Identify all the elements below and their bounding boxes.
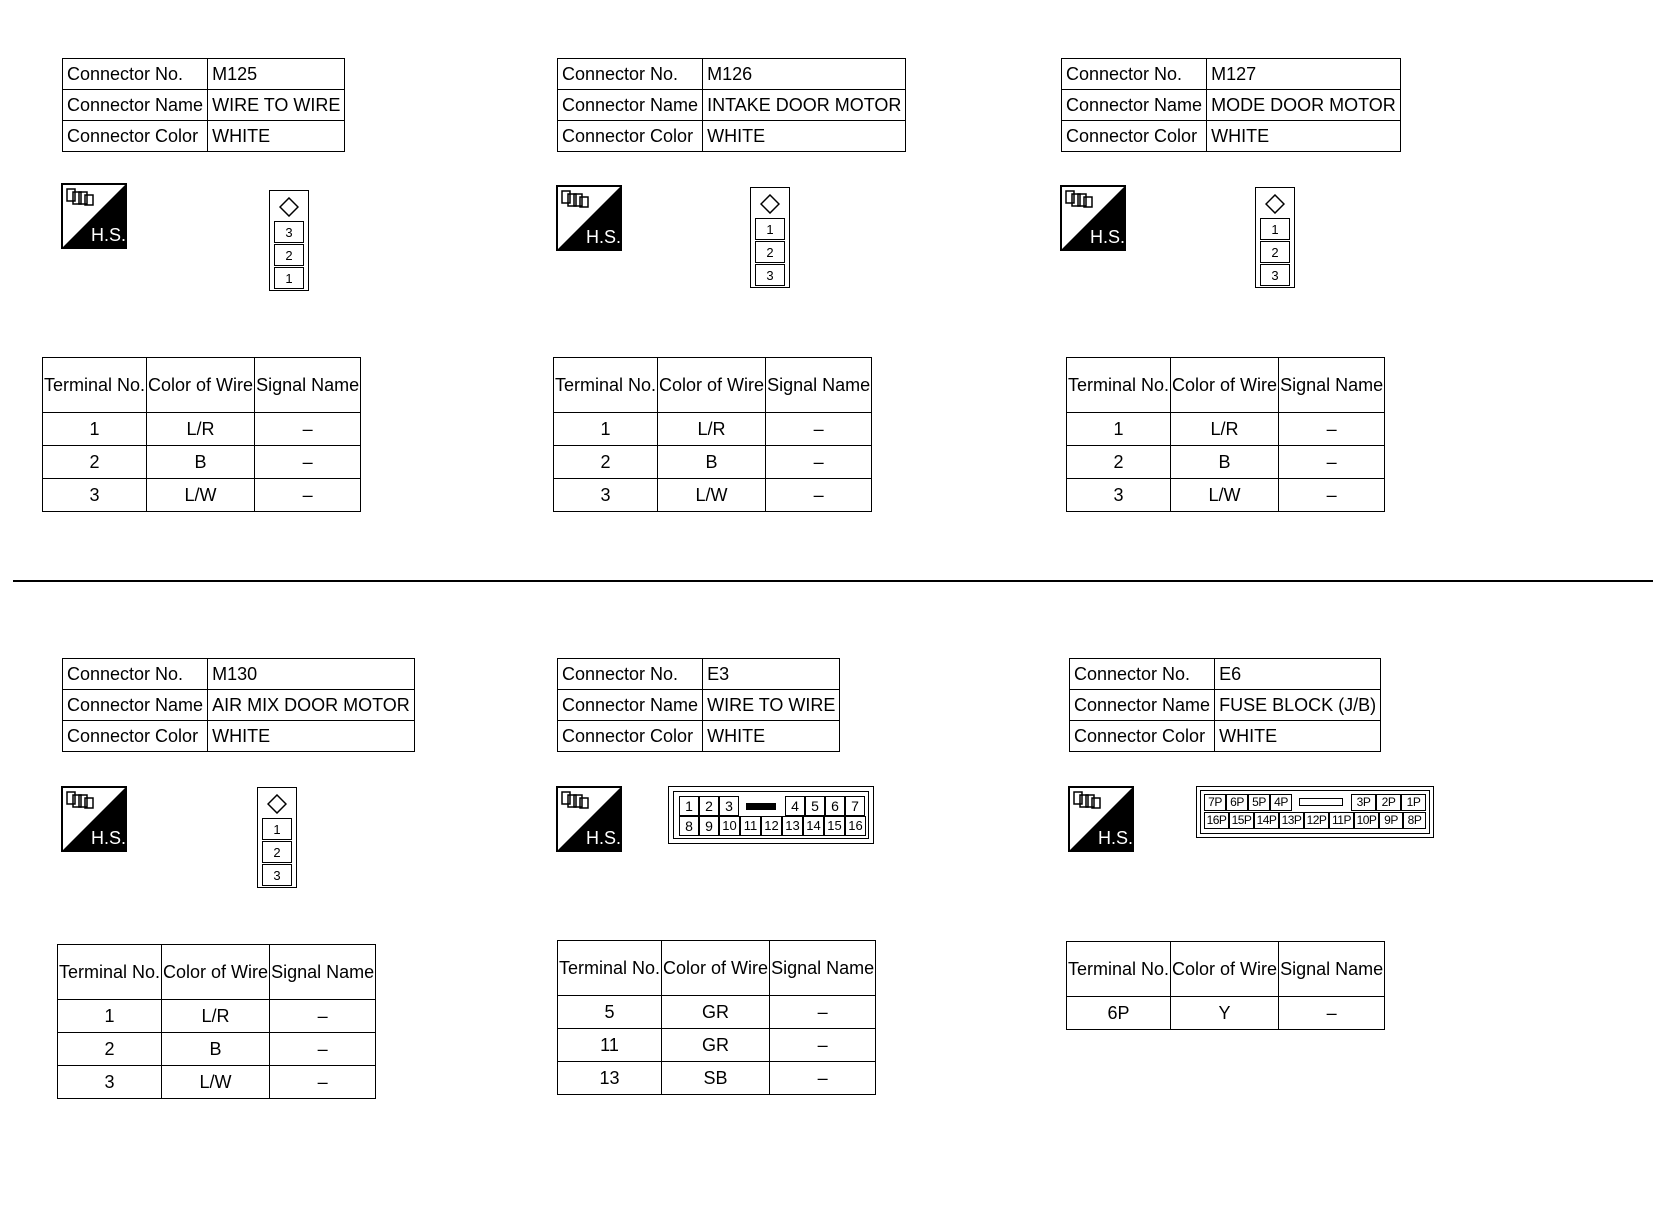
terminal-no: 5 [558, 996, 662, 1029]
signal-name: – [270, 1033, 376, 1066]
connector-color-label: Connector Color [558, 121, 703, 152]
cavity: 2 [1260, 241, 1290, 263]
connector-no-label: Connector No. [558, 659, 703, 690]
connector-color-label: Connector Color [1070, 721, 1215, 752]
terminal-no: 2 [43, 446, 147, 479]
wire-color: B [147, 446, 255, 479]
wire-color: GR [662, 1029, 770, 1062]
connector-face [1255, 187, 1295, 288]
connector-face [269, 190, 309, 291]
cavity: 8P [1403, 812, 1426, 829]
connector-info-table [62, 658, 415, 752]
cavity: 10P [1354, 812, 1379, 829]
signal-name: – [766, 479, 872, 512]
wire-color: B [658, 446, 766, 479]
signal-name-header: Signal Name [1279, 942, 1385, 997]
connector-name-label: Connector Name [558, 90, 703, 121]
connector-no-value: M126 [703, 59, 906, 90]
harness-side-icon [556, 185, 622, 251]
connector-no-label: Connector No. [1062, 59, 1207, 90]
table-row [558, 1062, 876, 1095]
hs-label: H.S. [91, 225, 127, 245]
connector-no-label: Connector No. [1070, 659, 1215, 690]
connector-no-value: M130 [208, 659, 415, 690]
hs-label: H.S. [1098, 828, 1134, 848]
connector-info-table [62, 58, 345, 152]
connector-face-inner [1200, 790, 1430, 834]
signal-name: – [766, 446, 872, 479]
terminal-no: 1 [43, 413, 147, 446]
signal-name: – [255, 479, 361, 512]
cavity: 16 [845, 816, 866, 836]
terminal-no: 3 [1067, 479, 1171, 512]
connector-no-value: M127 [1207, 59, 1401, 90]
cavity: 6 [825, 796, 845, 816]
connector-name-value: MODE DOOR MOTOR [1207, 90, 1401, 121]
cavity: 14 [803, 816, 824, 836]
terminal-no-header: Terminal No. [558, 941, 662, 996]
cavity: 9 [699, 816, 719, 836]
signal-name-header: Signal Name [255, 358, 361, 413]
table-row [58, 1066, 376, 1099]
table-row [554, 479, 872, 512]
terminal-no: 3 [43, 479, 147, 512]
terminal-no: 11 [558, 1029, 662, 1062]
cavity: 16P [1204, 812, 1229, 829]
lock-key-icon [274, 194, 304, 220]
hs-label: H.S. [1090, 227, 1126, 247]
signal-name: – [766, 413, 872, 446]
signal-name-header: Signal Name [766, 358, 872, 413]
wire-color: Y [1171, 997, 1279, 1030]
hs-label: H.S. [586, 227, 622, 247]
terminal-no-header: Terminal No. [1067, 358, 1171, 413]
connector-no-value: E6 [1215, 659, 1381, 690]
connector-color-label: Connector Color [558, 721, 703, 752]
signal-name: – [1279, 479, 1385, 512]
cavity: 7P [1204, 794, 1226, 811]
cavity: 10 [719, 816, 740, 836]
cavity: 11P [1329, 812, 1354, 829]
connector-color-value: WHITE [208, 721, 415, 752]
connector-color-label: Connector Color [63, 121, 208, 152]
connector-no-value: M125 [208, 59, 345, 90]
connector-color-label: Connector Color [1062, 121, 1207, 152]
signal-name: – [770, 1062, 876, 1095]
terminal-no: 3 [554, 479, 658, 512]
connector-no-label: Connector No. [63, 59, 208, 90]
signal-name: – [1279, 446, 1385, 479]
color-of-wire-header: Color of Wire [147, 358, 255, 413]
cavity: 8 [679, 816, 699, 836]
connector-face [257, 787, 297, 888]
table-row [554, 446, 872, 479]
cavity: 6P [1226, 794, 1248, 811]
table-row [554, 413, 872, 446]
connector-info-table [1069, 658, 1381, 752]
cavity: 4P [1270, 794, 1292, 811]
table-row [1067, 479, 1385, 512]
color-of-wire-header: Color of Wire [1171, 358, 1279, 413]
section-divider [13, 580, 1653, 582]
signal-name: – [1279, 997, 1385, 1030]
connector-color-value: WHITE [703, 721, 840, 752]
cavity: 12P [1304, 812, 1329, 829]
connector-no-label: Connector No. [558, 59, 703, 90]
cavity: 3 [755, 264, 785, 286]
signal-name: – [270, 1066, 376, 1099]
cavity: 1 [262, 818, 292, 840]
cavity: 2 [699, 796, 719, 816]
signal-name-header: Signal Name [270, 945, 376, 1000]
connector-name-value: INTAKE DOOR MOTOR [703, 90, 906, 121]
terminal-no-header: Terminal No. [58, 945, 162, 1000]
cavity: 9P [1379, 812, 1403, 829]
terminal-no: 2 [1067, 446, 1171, 479]
connector-face [668, 786, 874, 844]
table-row [1067, 446, 1385, 479]
wire-color: L/W [1171, 479, 1279, 512]
cavity: 3 [262, 864, 292, 886]
cavity: 3 [274, 221, 304, 243]
terminal-no-header: Terminal No. [554, 358, 658, 413]
wire-color: L/R [658, 413, 766, 446]
connector-info-table [557, 58, 906, 152]
terminal-table [553, 357, 872, 512]
cavity: 13 [782, 816, 803, 836]
cavity: 2 [262, 841, 292, 863]
lock-key-icon [262, 791, 292, 817]
lock-key-icon [1260, 191, 1290, 217]
harness-side-icon [1068, 786, 1134, 852]
lock-bar [746, 803, 776, 810]
color-of-wire-header: Color of Wire [162, 945, 270, 1000]
cavity: 2 [274, 244, 304, 266]
wire-color: SB [662, 1062, 770, 1095]
table-row [43, 479, 361, 512]
connector-name-label: Connector Name [1062, 90, 1207, 121]
cavity: 15 [824, 816, 845, 836]
terminal-table [557, 940, 876, 1095]
cavity: 14P [1254, 812, 1279, 829]
connector-color-value: WHITE [208, 121, 345, 152]
connector-name-value: WIRE TO WIRE [208, 90, 345, 121]
table-row [58, 1033, 376, 1066]
wire-color: GR [662, 996, 770, 1029]
wire-color: B [1171, 446, 1279, 479]
cavity: 1 [755, 218, 785, 240]
wire-color: L/W [658, 479, 766, 512]
terminal-no: 2 [58, 1033, 162, 1066]
terminal-no: 1 [1067, 413, 1171, 446]
signal-name-header: Signal Name [770, 941, 876, 996]
wire-color: L/R [1171, 413, 1279, 446]
connector-name-label: Connector Name [63, 690, 208, 721]
cavity: 12 [761, 816, 782, 836]
cavity: 2P [1376, 794, 1401, 811]
cavity: 3 [719, 796, 739, 816]
cavity: 2 [755, 241, 785, 263]
terminal-no-header: Terminal No. [43, 358, 147, 413]
connector-color-label: Connector Color [63, 721, 208, 752]
harness-side-icon [556, 786, 622, 852]
signal-name: – [270, 1000, 376, 1033]
terminal-table [57, 944, 376, 1099]
terminal-no: 13 [558, 1062, 662, 1095]
cavity: 1 [1260, 218, 1290, 240]
connector-face-inner [673, 791, 869, 839]
wire-color: B [162, 1033, 270, 1066]
wire-color: L/R [162, 1000, 270, 1033]
hs-label: H.S. [91, 828, 127, 848]
signal-name: – [255, 413, 361, 446]
table-row [1067, 997, 1385, 1030]
signal-name: – [255, 446, 361, 479]
harness-side-icon [1060, 185, 1126, 251]
connector-name-value: AIR MIX DOOR MOTOR [208, 690, 415, 721]
cavity: 3P [1351, 794, 1376, 811]
signal-name: – [1279, 413, 1385, 446]
connector-color-value: WHITE [703, 121, 906, 152]
color-of-wire-header: Color of Wire [658, 358, 766, 413]
color-of-wire-header: Color of Wire [662, 941, 770, 996]
cavity: 5P [1248, 794, 1270, 811]
connector-color-value: WHITE [1215, 721, 1381, 752]
cavity: 3 [1260, 264, 1290, 286]
harness-side-icon [61, 786, 127, 852]
connector-no-label: Connector No. [63, 659, 208, 690]
table-row [58, 1000, 376, 1033]
terminal-no: 1 [58, 1000, 162, 1033]
lock-slot [1299, 798, 1343, 806]
terminal-table [1066, 941, 1385, 1030]
connector-face [1196, 786, 1434, 838]
connector-color-value: WHITE [1207, 121, 1401, 152]
cavity: 1 [274, 267, 304, 289]
table-row [43, 413, 361, 446]
table-row [1067, 413, 1385, 446]
terminal-no: 1 [554, 413, 658, 446]
wire-color: L/W [147, 479, 255, 512]
signal-name: – [770, 1029, 876, 1062]
cavity: 1P [1401, 794, 1426, 811]
wire-color: L/R [147, 413, 255, 446]
cavity: 7 [845, 796, 865, 816]
cavity: 1 [679, 796, 699, 816]
hs-label: H.S. [586, 828, 622, 848]
table-row [558, 996, 876, 1029]
cavity: 5 [805, 796, 825, 816]
terminal-no-header: Terminal No. [1067, 942, 1171, 997]
terminal-no: 2 [554, 446, 658, 479]
connector-name-label: Connector Name [1070, 690, 1215, 721]
wire-color: L/W [162, 1066, 270, 1099]
terminal-table [42, 357, 361, 512]
signal-name: – [770, 996, 876, 1029]
color-of-wire-header: Color of Wire [1171, 942, 1279, 997]
table-row [43, 446, 361, 479]
connector-name-label: Connector Name [558, 690, 703, 721]
terminal-table [1066, 357, 1385, 512]
table-row [558, 1029, 876, 1062]
connector-face [750, 187, 790, 288]
connector-info-table [1061, 58, 1401, 152]
connector-info-table [557, 658, 840, 752]
cavity: 13P [1279, 812, 1304, 829]
connector-no-value: E3 [703, 659, 840, 690]
connector-name-label: Connector Name [63, 90, 208, 121]
terminal-no: 6P [1067, 997, 1171, 1030]
connector-name-value: WIRE TO WIRE [703, 690, 840, 721]
cavity: 15P [1229, 812, 1254, 829]
cavity: 11 [740, 816, 761, 836]
lock-key-icon [755, 191, 785, 217]
harness-side-icon [61, 183, 127, 249]
connector-name-value: FUSE BLOCK (J/B) [1215, 690, 1381, 721]
terminal-no: 3 [58, 1066, 162, 1099]
signal-name-header: Signal Name [1279, 358, 1385, 413]
cavity: 4 [785, 796, 805, 816]
